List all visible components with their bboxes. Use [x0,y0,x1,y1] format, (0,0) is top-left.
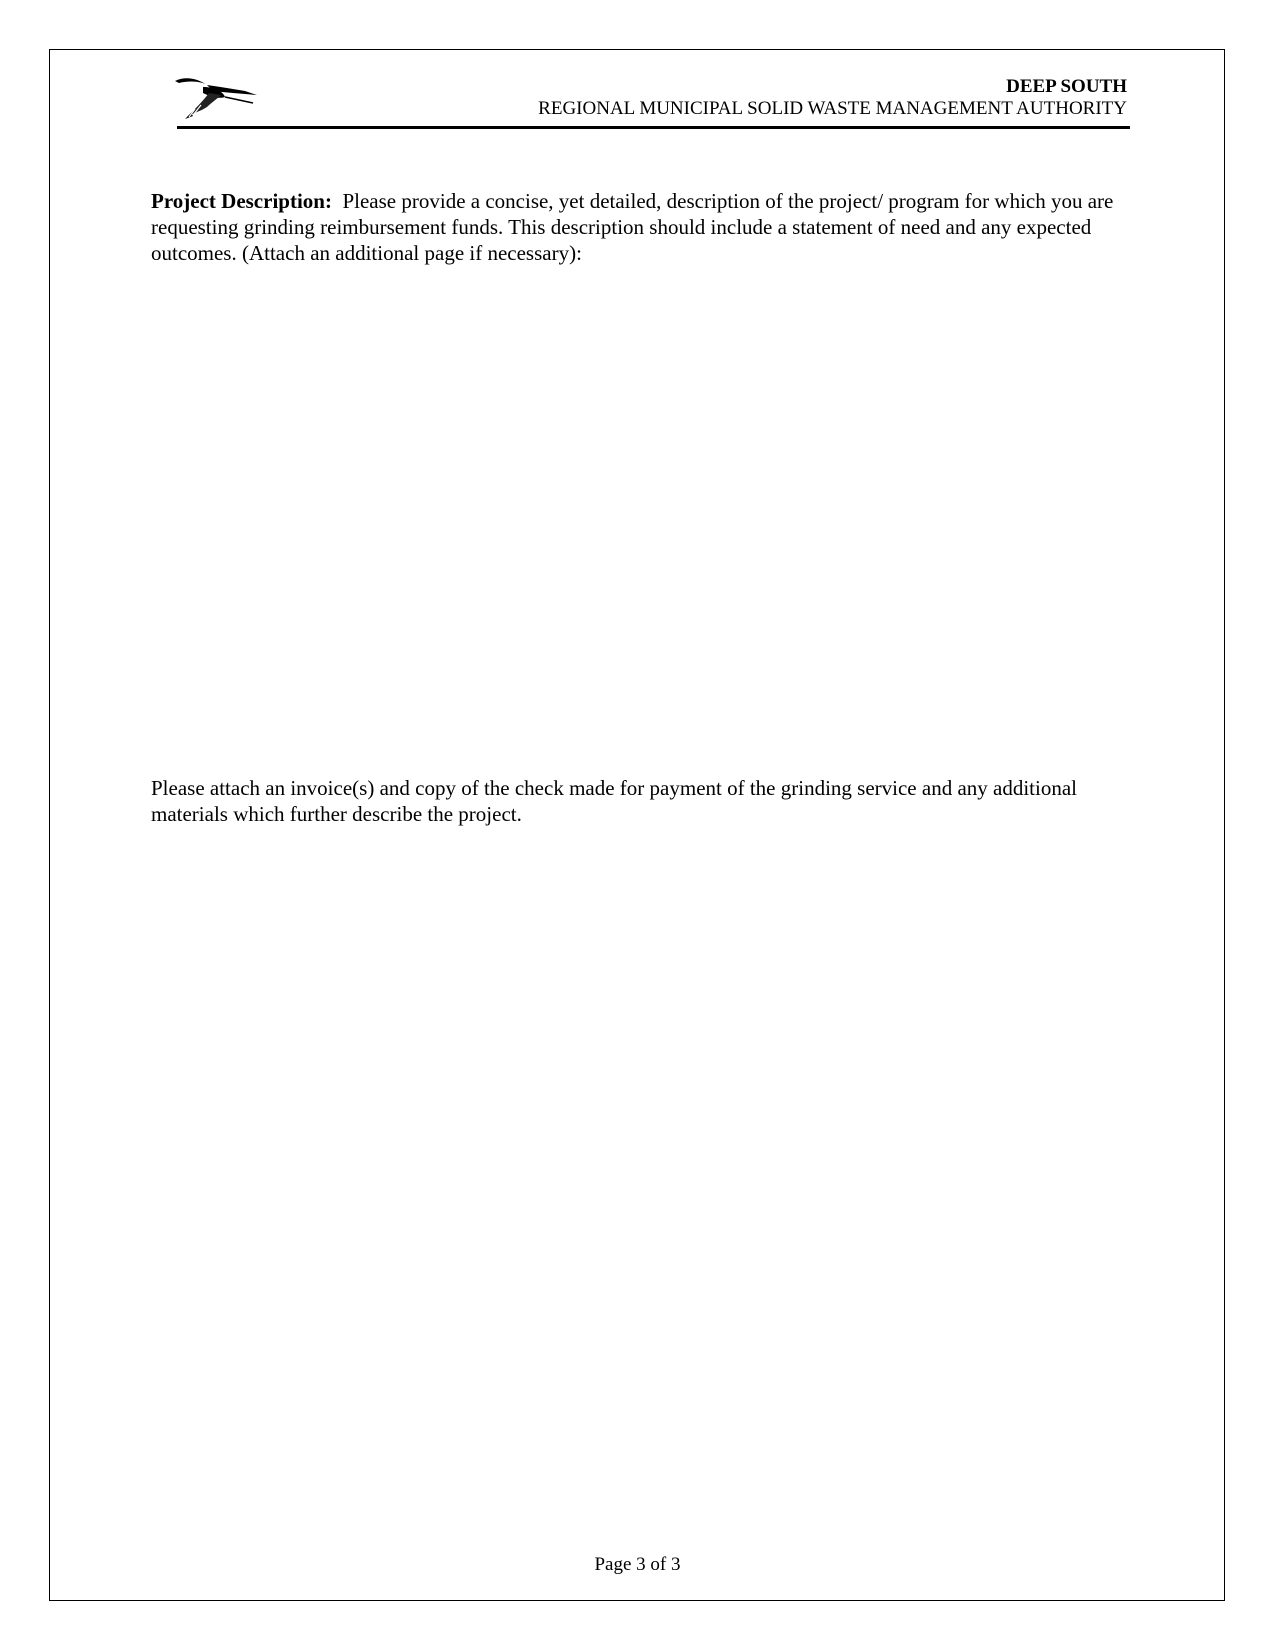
org-subtitle: REGIONAL MUNICIPAL SOLID WASTE MANAGEMENT AUTHORITY [538,98,1127,119]
project-description-label: Project Description: [151,189,332,213]
attachment-note: Please attach an invoice(s) and copy of the check made for payment of the grinding service and any additional materials which further describe the project. [151,776,1077,826]
header-divider [177,126,1130,129]
header-organization [538,76,1127,120]
project-description-paragraph [151,188,1131,266]
page-number: Page 3 of 3 [594,1554,681,1575]
org-name: DEEP SOUTH [1006,76,1127,97]
flying-bird-icon [173,73,259,121]
project-description-text: Please provide a concise, yet detailed, description of the project/ program for which you are requesting grinding reimbursement funds. This description should include a statement of need and any expected outcomes. (Attach an additional page if necessary): [151,189,1114,265]
